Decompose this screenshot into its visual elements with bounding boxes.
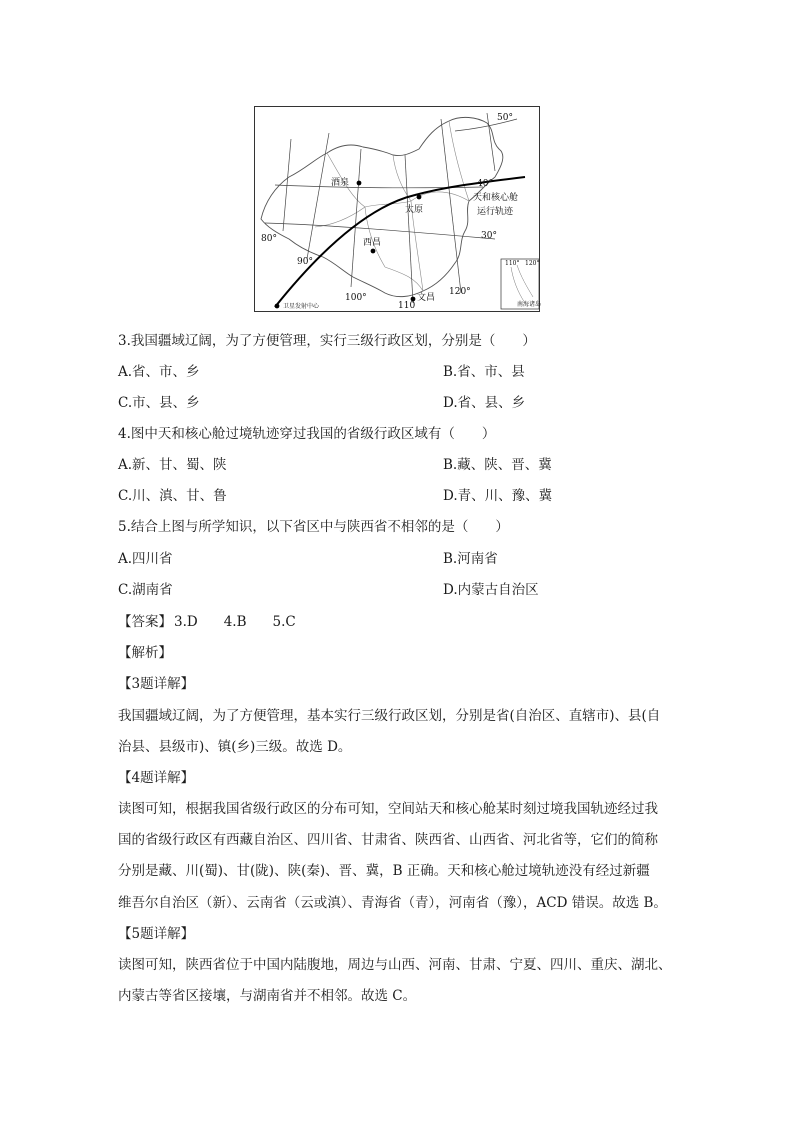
china-orbit-map xyxy=(254,106,540,312)
q3-option-c: C.市、县、乡 xyxy=(118,395,200,411)
answer-line xyxy=(118,612,296,632)
legend-dot xyxy=(275,304,280,309)
q4-option-d: D.青、川、豫、冀 xyxy=(443,488,553,504)
detail-3-line-2: 治县、县级市)、镇(乡)三级。故选 D。 xyxy=(118,739,352,755)
q5-stem: 5.结合上图与所学知识，以下省区中与陕西省不相邻的是（ ） xyxy=(118,519,509,535)
detail-4-title: 【4题详解】 xyxy=(118,770,195,786)
label-lat-50: 50° xyxy=(497,113,513,123)
legend-label: 卫星发射中心 xyxy=(283,303,320,310)
q4-option-c: C.川、滇、甘、鲁 xyxy=(118,488,227,504)
label-wenchang: 文昌 xyxy=(417,293,436,303)
answer-q3: 3.D xyxy=(174,614,198,630)
detail-4-line-4: 维吾尔自治区（新）、云南省（云或滇）、青海省（青），河南省（豫），ACD 错误。故选 B。 xyxy=(118,895,667,911)
q5-option-a: A.四川省 xyxy=(118,551,173,567)
answer-label: 【答案】 xyxy=(118,614,172,630)
q4-stem: 4.图中天和核心舱过境轨迹穿过我国的省级行政区域有（ ） xyxy=(118,426,496,442)
label-xichang: 西昌 xyxy=(363,238,382,248)
q3-option-a: A.省、市、乡 xyxy=(118,364,200,380)
taiyuan-dot xyxy=(417,195,422,200)
inset-caption: 南海诸岛 xyxy=(517,301,542,308)
lon-80-line xyxy=(283,139,291,231)
detail-3-line-1: 我国疆域辽阔，为了方便管理，基本实行三级行政区划，分别是省(自治区、直辖市)、县(自 xyxy=(118,708,661,724)
q3-stem: 3.我国疆域辽阔，为了方便管理，实行三级行政区划，分别是（ ） xyxy=(118,333,536,349)
xichang-dot xyxy=(371,249,376,254)
label-lat-40: 40° xyxy=(477,179,493,189)
detail-5-line-1: 读图可知，陕西省位于中国内陆腹地，周边与山西、河南、甘肃、宁夏、四川、重庆、湖北、 xyxy=(118,957,672,973)
lon-90-line xyxy=(307,133,329,259)
lon-130-line xyxy=(487,113,495,171)
label-orbit-2: 运行轨迹 xyxy=(477,207,514,217)
detail-4-line-3: 分别是藏、川(蜀)、甘(陇)、陕(秦)、晋、冀，B 正确。天和核心舱过境轨迹没有经过新疆 xyxy=(118,863,650,879)
analysis-label: 【解析】 xyxy=(118,645,172,661)
label-lon-80: 80° xyxy=(261,234,277,244)
q3-option-b: B.省、市、县 xyxy=(443,364,525,380)
lon-120-line xyxy=(441,119,461,293)
q3-option-d: D.省、县、乡 xyxy=(443,395,526,411)
lat-30-line xyxy=(265,223,495,239)
label-lon-120: 120° xyxy=(449,287,471,297)
answer-q5: 5.C xyxy=(272,614,296,630)
province-lines xyxy=(315,121,469,291)
detail-4-line-2: 国的省级行政区有西藏自治区、四川省、甘肃省、陕西省、山西省、河北省等，它们的简称 xyxy=(118,832,658,848)
label-taiyuan: 太原 xyxy=(405,205,424,215)
q5-option-c: C.湖南省 xyxy=(118,582,173,598)
label-lon-110: 110 xyxy=(398,301,416,311)
detail-4-line-1: 读图可知，根据我国省级行政区的分布可知，空间站天和核心舱某时刻过境我国轨迹经过我 xyxy=(118,801,658,817)
q5-option-d: D.内蒙古自治区 xyxy=(443,582,539,598)
label-jiuquan: 酒泉 xyxy=(331,178,350,188)
inset-lon-2: 120° xyxy=(525,260,540,267)
detail-5-line-2: 内蒙古等省区接壤，与湖南省并不相邻。故选 C。 xyxy=(118,988,417,1004)
q5-option-b: B.河南省 xyxy=(443,551,498,567)
answer-q4: 4.B xyxy=(223,614,247,630)
label-orbit-1: 天和核心舱 xyxy=(473,193,519,203)
lon-100-line xyxy=(351,149,361,287)
q4-option-b: B.藏、陕、晋、冀 xyxy=(443,457,552,473)
inset-lon-1: 110° xyxy=(505,260,520,267)
jiuquan-dot xyxy=(357,181,362,186)
q4-option-a: A.新、甘、蜀、陕 xyxy=(118,457,227,473)
detail-3-title: 【3题详解】 xyxy=(118,676,195,692)
label-lon-90: 90° xyxy=(297,257,313,267)
lon-110-line xyxy=(405,155,413,303)
label-lon-100: 100° xyxy=(345,293,367,303)
detail-5-title: 【5题详解】 xyxy=(118,926,195,942)
label-lat-30: 30° xyxy=(481,231,497,241)
